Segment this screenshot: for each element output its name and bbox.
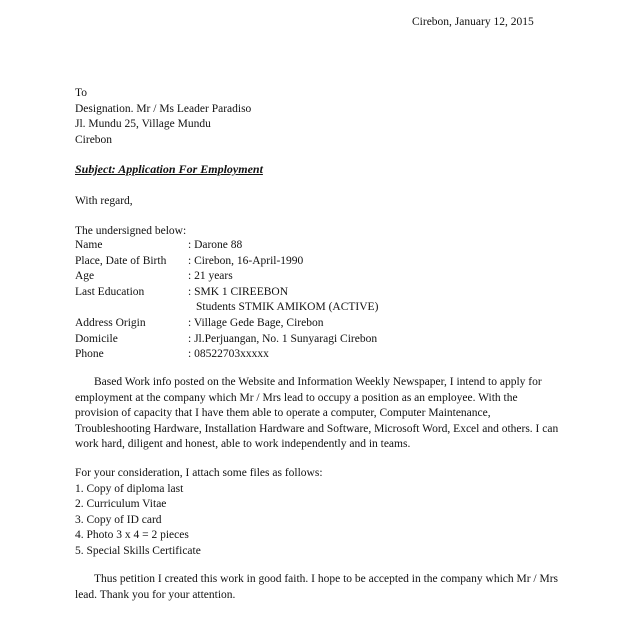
detail-row	[75, 300, 378, 316]
detail-row	[75, 238, 378, 254]
attachments-intro: For your consideration, I attach some files as follows:	[75, 467, 323, 479]
recipient-street: Jl. Mundu 25, Village Mundu	[75, 118, 211, 131]
detail-label: Name	[75, 239, 103, 251]
detail-label: Place, Date of Birth	[75, 254, 167, 267]
date-line: Cirebon, January 12, 2015	[412, 16, 534, 28]
attachments-section	[75, 466, 323, 560]
detail-value: : Darone 88	[188, 239, 243, 251]
recipient-designation: Designation. Mr / Ms Leader Paradiso	[75, 102, 252, 115]
detail-value: : Village Gede Bage, Cirebon	[188, 316, 324, 329]
subject-line: Subject: Application For Employment	[75, 162, 263, 176]
detail-value: : Cirebon, 16-April-1990	[188, 254, 304, 267]
detail-label: Last Education	[75, 285, 145, 298]
closing-paragraph	[75, 572, 558, 603]
detail-label: Domicile	[75, 332, 118, 345]
paragraph-line: provision of capacity that I have them able to operate a computer, Computer Maintenance,	[75, 407, 491, 420]
detail-label	[75, 300, 188, 316]
detail-value: Students STMIK AMIKOM (ACTIVE)	[196, 301, 379, 314]
attachment-item: 2. Curriculum Vitae	[75, 498, 167, 511]
detail-value: : SMK 1 CIREEBON	[188, 285, 288, 298]
detail-row	[75, 285, 378, 301]
attachment-item: 3. Copy of ID card	[75, 513, 162, 526]
detail-value: : 21 years	[188, 270, 233, 283]
detail-value: : Jl.Perjuangan, No. 1 Sunyaragi Cirebon	[188, 332, 378, 345]
detail-label: Phone	[75, 348, 104, 361]
detail-value: : 08522703xxxxx	[188, 348, 269, 361]
body-paragraph	[75, 375, 565, 453]
paragraph-line: work hard, diligent and honest, able to work independently and in teams.	[75, 438, 411, 451]
detail-row	[75, 347, 378, 363]
attachment-item: 1. Copy of diploma last	[75, 482, 184, 495]
detail-row	[75, 332, 378, 348]
closing-line: lead. Thank you for your attention.	[75, 588, 236, 601]
attachment-item: 4. Photo 3 x 4 = 2 pieces	[75, 529, 189, 542]
paragraph-line: Troubleshooting Hardware, Installation Hardware and Software, Microsoft Word, Excel and others. I can	[75, 422, 559, 435]
greeting: With regard,	[75, 195, 133, 207]
detail-row	[75, 269, 378, 285]
paragraph-line: employment at the company which Mr / Mrs lead to occupy a position as an employee. With the	[75, 391, 518, 404]
attachment-item: 5. Special Skills Certificate	[75, 544, 201, 557]
closing-line: Thus petition I created this work in good faith. I hope to be accepted in the company which Mr / Mrs	[94, 573, 559, 585]
detail-row	[75, 316, 378, 332]
paragraph-line: Based Work info posted on the Website and Information Weekly Newspaper, I intend to apply for	[94, 376, 542, 388]
personal-details	[75, 238, 378, 363]
intro-line: The undersigned below:	[75, 225, 187, 237]
recipient-address	[75, 86, 251, 148]
recipient-to: To	[75, 87, 87, 99]
recipient-city: Cirebon	[75, 133, 113, 146]
detail-row	[75, 254, 378, 270]
detail-label: Age	[75, 270, 95, 283]
detail-label: Address Origin	[75, 316, 146, 329]
